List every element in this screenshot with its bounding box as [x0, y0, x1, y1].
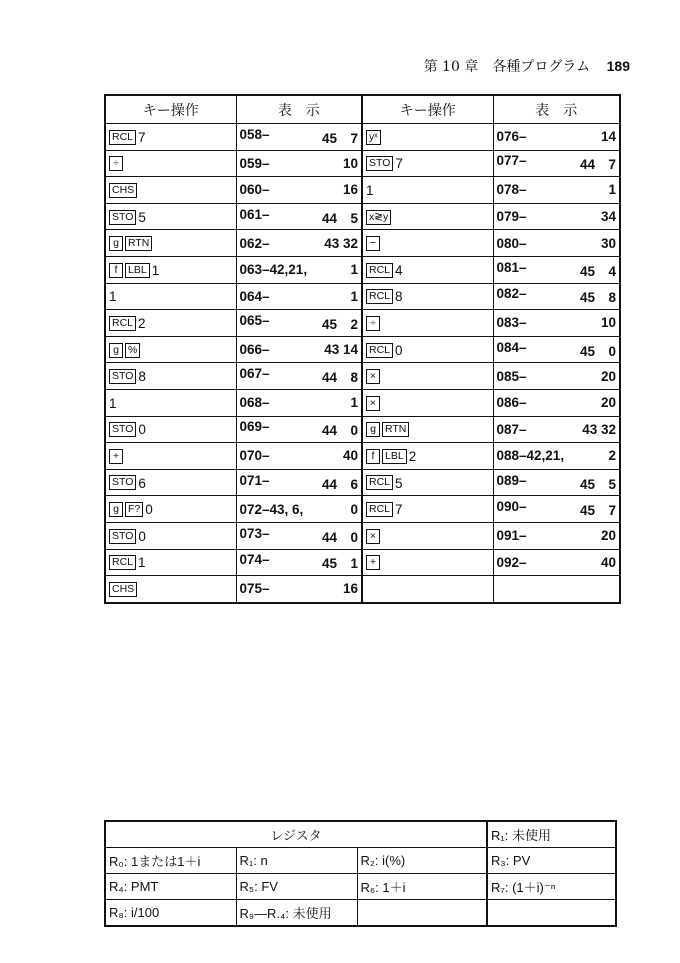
- header-keystrokes-left: キー操作: [105, 95, 236, 124]
- keystroke-cell-r: [362, 336, 493, 363]
- key-argument: 7: [138, 129, 146, 145]
- calculator-key: CHS: [109, 183, 137, 198]
- display-cell-r: [493, 496, 620, 523]
- header-display-left: 表 示: [236, 95, 362, 124]
- keystroke-cell-l: [105, 469, 236, 496]
- page-header: [380, 56, 630, 76]
- calculator-key: STO: [109, 422, 136, 437]
- step-number: 076–: [496, 129, 527, 145]
- key-code: 40: [342, 448, 358, 464]
- key-code: 10: [600, 315, 616, 331]
- register-r6: R₆: 1＋i: [357, 874, 487, 900]
- keystroke-cell-l: [105, 496, 236, 523]
- display-cell-l: [236, 363, 362, 390]
- table-row: [105, 256, 620, 283]
- step-number: 059–: [239, 155, 270, 171]
- display-cell-r: [493, 549, 620, 576]
- key-code: 43 32: [324, 235, 358, 251]
- display-cell-r: [493, 416, 620, 443]
- display-cell-l: [236, 443, 362, 470]
- display-cell-l: [236, 549, 362, 576]
- table-row: [105, 496, 620, 523]
- calculator-key: RCL: [366, 475, 393, 490]
- step-number: 064–: [239, 288, 270, 304]
- display-cell-l: [236, 496, 362, 523]
- keystroke-cell-r: [362, 576, 493, 603]
- key-argument: 6: [138, 475, 146, 491]
- key-code: 45 4: [579, 263, 616, 279]
- table-row: [105, 177, 620, 204]
- step-number: 067–: [239, 366, 270, 382]
- display-cell-r: [493, 310, 620, 337]
- calculator-key: g: [109, 236, 123, 251]
- step-number: 077–: [496, 153, 527, 169]
- display-cell-l: [236, 310, 362, 337]
- step-number: 072–43, 6,: [239, 501, 304, 517]
- calculator-key: RCL: [109, 555, 136, 570]
- key-argument: 7: [395, 156, 403, 172]
- keystroke-cell-l: [105, 363, 236, 390]
- display-cell-l: [236, 177, 362, 204]
- keystroke-cell-l: [105, 177, 236, 204]
- calculator-key: LBL: [125, 263, 150, 278]
- key-code: 44 5: [321, 210, 358, 226]
- page-number: 189: [606, 58, 630, 74]
- calculator-key: CHS: [109, 582, 137, 597]
- keystroke-cell-l: [105, 549, 236, 576]
- key-code: 0: [350, 501, 358, 517]
- keystroke-cell-r: [362, 283, 493, 310]
- keystroke-cell-r: [362, 230, 493, 257]
- calculator-key: LBL: [382, 449, 407, 464]
- table-row: [105, 522, 620, 549]
- table-row: [105, 150, 620, 177]
- step-number: 084–: [496, 339, 527, 355]
- step-number: 087–: [496, 421, 527, 437]
- calculator-key: RCL: [366, 343, 393, 358]
- keystroke-cell-r: [362, 496, 493, 523]
- key-code: 44 7: [579, 157, 616, 173]
- calculator-key: ×: [366, 396, 380, 411]
- step-number: 082–: [496, 286, 527, 302]
- step-number: 091–: [496, 528, 527, 544]
- display-cell-l: [236, 203, 362, 230]
- keystroke-cell-r: [362, 310, 493, 337]
- calculator-key: f: [109, 263, 123, 278]
- keystroke-cell-l: [105, 336, 236, 363]
- step-number: 065–: [239, 312, 270, 328]
- display-cell-l: [236, 150, 362, 177]
- key-code: 30: [600, 235, 616, 251]
- step-number: 090–: [496, 499, 527, 515]
- table-row: [105, 469, 620, 496]
- calculator-key: RTN: [382, 422, 409, 437]
- key-code: 10: [342, 155, 358, 171]
- step-number: 070–: [239, 448, 270, 464]
- key-code: 43 14: [324, 342, 358, 358]
- keystroke-cell-r: [362, 522, 493, 549]
- keystroke-cell-l: [105, 256, 236, 283]
- calculator-key: +: [109, 449, 123, 464]
- display-cell-r: [493, 389, 620, 416]
- display-cell-l: [236, 283, 362, 310]
- chapter-title: 第 10 章 各種プログラム: [423, 59, 591, 75]
- calculator-key: STO: [109, 475, 136, 490]
- key-code: 45 7: [579, 503, 616, 519]
- step-number: 092–: [496, 554, 527, 570]
- key-code: 45 7: [321, 130, 358, 146]
- table-row: [105, 124, 620, 151]
- register-r4: R₄: PMT: [105, 874, 236, 900]
- step-number: 069–: [239, 419, 270, 435]
- register-r3: R₃: PV: [487, 848, 616, 874]
- display-cell-r: [493, 150, 620, 177]
- keystroke-cell-r: [362, 443, 493, 470]
- calculator-key: RCL: [109, 316, 136, 331]
- step-number: 066–: [239, 342, 270, 358]
- step-number: 058–: [239, 126, 270, 142]
- display-cell-l: [236, 522, 362, 549]
- calculator-key: −: [366, 236, 380, 251]
- calculator-key: RCL: [366, 502, 393, 517]
- calculator-key: yˣ: [366, 130, 381, 145]
- key-argument: 1: [109, 395, 117, 411]
- calculator-key: +: [366, 555, 380, 570]
- key-argument: 0: [395, 342, 403, 358]
- key-argument: 0: [138, 528, 146, 544]
- table-row: [105, 283, 620, 310]
- key-code: 20: [600, 528, 616, 544]
- calculator-key: ×: [366, 529, 380, 544]
- keystroke-cell-l: [105, 416, 236, 443]
- register-empty-cell: [487, 900, 616, 927]
- key-code: 20: [600, 395, 616, 411]
- table-row: [105, 389, 620, 416]
- calculator-key: STO: [109, 369, 136, 384]
- table-row: [105, 416, 620, 443]
- display-cell-l: [236, 389, 362, 416]
- register-r8: R₈: i/100: [105, 900, 236, 927]
- display-cell-l: [236, 230, 362, 257]
- keystroke-cell-r: [362, 389, 493, 416]
- register-r7: R₇: (1＋i)⁻ⁿ: [487, 874, 616, 900]
- header-keystrokes-right: キー操作: [362, 95, 493, 124]
- step-number: 071–: [239, 472, 270, 488]
- key-code: 45 2: [321, 316, 358, 332]
- program-table-body: [105, 124, 620, 603]
- step-number: 061–: [239, 206, 270, 222]
- display-cell-r: [493, 230, 620, 257]
- program-listing-table: [104, 94, 621, 604]
- keystroke-cell-l: [105, 389, 236, 416]
- register-rn: R₁: n: [236, 848, 357, 874]
- calculator-key: STO: [109, 210, 136, 225]
- display-cell-l: [236, 469, 362, 496]
- register-r9-unused: R₉—R.₄: 未使用: [236, 900, 357, 927]
- step-number: 063–42,21,: [239, 262, 308, 278]
- calculator-key: RCL: [366, 263, 393, 278]
- step-number: 088–42,21,: [496, 448, 565, 464]
- key-code: 14: [600, 129, 616, 145]
- table-row: [105, 363, 620, 390]
- calculator-key: STO: [366, 156, 393, 171]
- step-number: 083–: [496, 315, 527, 331]
- keystroke-cell-l: [105, 150, 236, 177]
- step-number: 079–: [496, 209, 527, 225]
- keystroke-cell-l: [105, 230, 236, 257]
- calculator-key: ÷: [366, 316, 380, 331]
- key-code: 16: [342, 182, 358, 198]
- step-number: 089–: [496, 472, 527, 488]
- key-code: 44 8: [321, 370, 358, 386]
- register-table-title: レジスタ: [105, 821, 487, 848]
- calculator-key: STO: [109, 529, 136, 544]
- register-r0: R₀: 1または1＋i: [105, 848, 236, 874]
- display-cell-l: [236, 256, 362, 283]
- table-header-row: [105, 95, 620, 124]
- calculator-key: F?: [125, 502, 143, 517]
- step-number: 081–: [496, 259, 527, 275]
- calculator-key: x≷y: [366, 210, 391, 225]
- key-argument: 7: [395, 502, 403, 518]
- key-code: 1: [350, 288, 358, 304]
- key-code: 44 6: [321, 476, 358, 492]
- key-code: 43 32: [582, 421, 616, 437]
- step-number: 062–: [239, 235, 270, 251]
- key-code: 1: [350, 395, 358, 411]
- key-code: 1: [608, 182, 616, 198]
- step-number: 060–: [239, 182, 270, 198]
- key-code: 45 5: [579, 476, 616, 492]
- step-number: 078–: [496, 182, 527, 198]
- keystroke-cell-r: [362, 363, 493, 390]
- key-argument: 8: [138, 369, 146, 385]
- key-argument: 1: [138, 555, 146, 571]
- key-argument: 2: [408, 448, 417, 464]
- step-number: 074–: [239, 552, 270, 568]
- keystroke-cell-r: [362, 416, 493, 443]
- calculator-key: %: [125, 343, 140, 358]
- keystroke-cell-r: [362, 256, 493, 283]
- table-row: [105, 203, 620, 230]
- key-argument: 1: [366, 182, 374, 198]
- keystroke-cell-r: [362, 150, 493, 177]
- keystroke-cell-l: [105, 124, 236, 151]
- key-argument: 8: [395, 289, 403, 305]
- keystroke-cell-l: [105, 522, 236, 549]
- table-row: [105, 549, 620, 576]
- step-number: 075–: [239, 581, 270, 597]
- key-code: 45 8: [579, 290, 616, 306]
- display-cell-r: [493, 363, 620, 390]
- table-row: [105, 230, 620, 257]
- display-cell-l: [236, 124, 362, 151]
- display-cell-r: [493, 336, 620, 363]
- keystroke-cell-r: [362, 549, 493, 576]
- keystroke-cell-l: [105, 576, 236, 603]
- keystroke-cell-r: [362, 203, 493, 230]
- keystroke-cell-l: [105, 203, 236, 230]
- table-row: [105, 310, 620, 337]
- key-code: 45 1: [321, 556, 358, 572]
- calculator-key: RCL: [109, 130, 136, 145]
- calculator-key: RCL: [366, 289, 393, 304]
- calculator-key: g: [109, 502, 123, 517]
- register-r5: R₅: FV: [236, 874, 357, 900]
- display-cell-r: [493, 177, 620, 204]
- key-code: 40: [600, 554, 616, 570]
- table-row: [105, 443, 620, 470]
- key-code: 2: [608, 448, 616, 464]
- key-code: 20: [600, 368, 616, 384]
- register-empty-cell: [357, 900, 487, 927]
- display-cell-r: [493, 576, 620, 603]
- calculator-key: g: [109, 343, 123, 358]
- keystroke-cell-l: [105, 283, 236, 310]
- display-cell-r: [493, 522, 620, 549]
- key-argument: 1: [109, 289, 117, 305]
- calculator-key: ×: [366, 369, 380, 384]
- display-cell-l: [236, 336, 362, 363]
- register-r1-unused: R₁: 未使用: [487, 821, 616, 848]
- display-cell-r: [493, 443, 620, 470]
- keystroke-cell-r: [362, 124, 493, 151]
- key-argument: 4: [395, 262, 403, 278]
- register-table: [104, 820, 617, 927]
- keystroke-cell-l: [105, 443, 236, 470]
- key-argument: 5: [138, 209, 146, 225]
- key-code: 45 0: [579, 343, 616, 359]
- calculator-key: RTN: [125, 236, 152, 251]
- key-code: 44 0: [321, 423, 358, 439]
- keystroke-cell-r: [362, 469, 493, 496]
- calculator-key: g: [366, 422, 380, 437]
- display-cell-r: [493, 124, 620, 151]
- step-number: 073–: [239, 525, 270, 541]
- key-argument: 0: [145, 502, 153, 518]
- display-cell-r: [493, 256, 620, 283]
- key-argument: 0: [138, 422, 146, 438]
- step-number: 080–: [496, 235, 527, 251]
- table-row: [105, 336, 620, 363]
- key-code: 1: [350, 262, 358, 278]
- key-argument: 1: [151, 262, 160, 278]
- key-argument: 5: [395, 475, 403, 491]
- keystroke-cell-l: [105, 310, 236, 337]
- display-cell-r: [493, 469, 620, 496]
- table-row: [105, 576, 620, 603]
- key-code: 34: [600, 209, 616, 225]
- calculator-key: f: [366, 449, 380, 464]
- step-number: 068–: [239, 395, 270, 411]
- register-r2: R₂: i(%): [357, 848, 487, 874]
- keystroke-cell-r: [362, 177, 493, 204]
- header-display-right: 表 示: [493, 95, 620, 124]
- step-number: 086–: [496, 395, 527, 411]
- calculator-key: ÷: [109, 156, 123, 171]
- key-argument: 2: [138, 315, 146, 331]
- display-cell-r: [493, 283, 620, 310]
- step-number: 085–: [496, 368, 527, 384]
- key-code: 44 0: [321, 529, 358, 545]
- display-cell-l: [236, 576, 362, 603]
- key-code: 16: [342, 581, 358, 597]
- display-cell-l: [236, 416, 362, 443]
- display-cell-r: [493, 203, 620, 230]
